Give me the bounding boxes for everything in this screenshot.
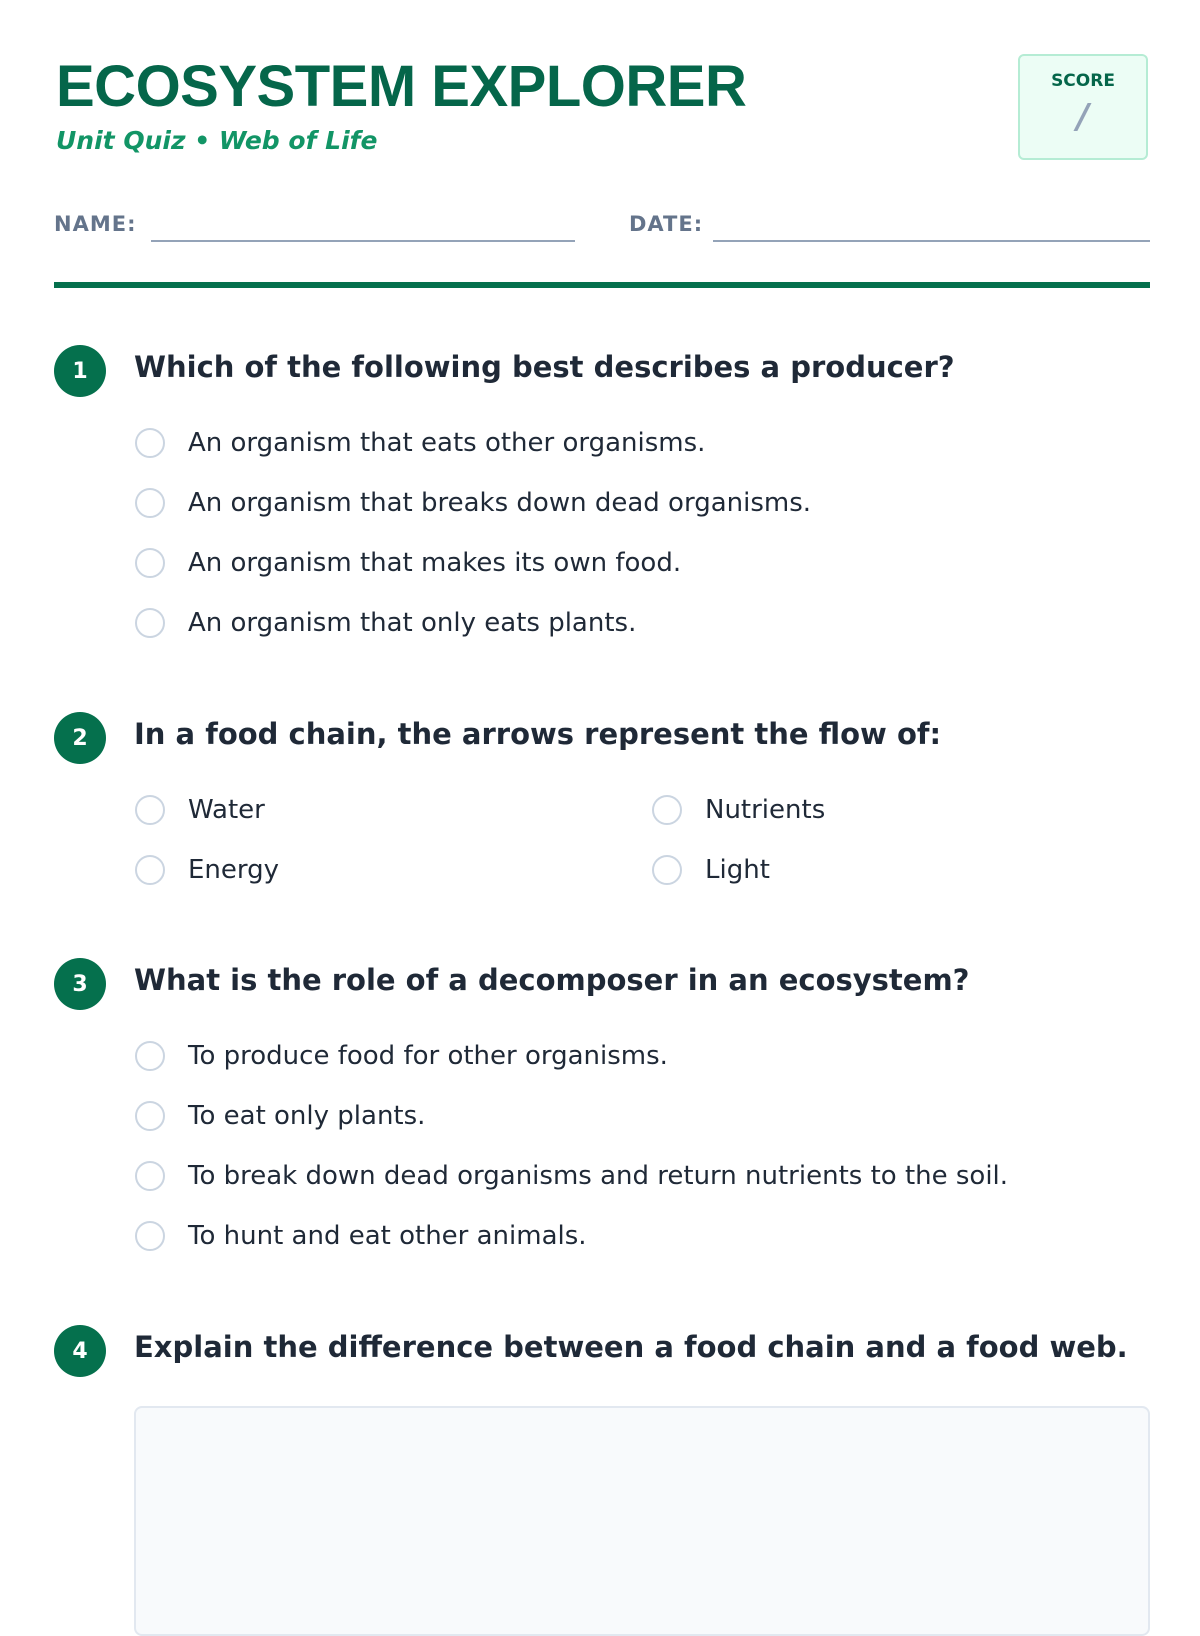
- question-3-option-b[interactable]: [135, 1096, 425, 1136]
- radio-button[interactable]: [652, 855, 682, 885]
- question-1-option-c[interactable]: [135, 543, 681, 583]
- header-divider: [54, 282, 1150, 288]
- option-label: An organism that breaks down dead organisms.: [188, 488, 812, 518]
- name-label: NAME:: [54, 212, 137, 236]
- option-label: To hunt and eat other animals.: [188, 1221, 587, 1251]
- date-field[interactable]: [713, 240, 1150, 242]
- radio-button[interactable]: [135, 428, 165, 458]
- name-field[interactable]: [151, 240, 575, 242]
- option-label: An organism that only eats plants.: [188, 608, 637, 638]
- radio-button[interactable]: [135, 855, 165, 885]
- radio-button[interactable]: [652, 795, 682, 825]
- option-label: An organism that eats other organisms.: [188, 428, 706, 458]
- radio-button[interactable]: [135, 1221, 165, 1251]
- option-label: Water: [188, 795, 265, 825]
- score-box: [1018, 54, 1148, 160]
- radio-button[interactable]: [135, 1101, 165, 1131]
- question-1-text: Which of the following best describes a producer?: [134, 350, 955, 384]
- question-4-answer-box[interactable]: [134, 1406, 1150, 1636]
- radio-button[interactable]: [135, 608, 165, 638]
- score-value: /: [1076, 97, 1090, 137]
- radio-button[interactable]: [135, 1041, 165, 1071]
- date-label: DATE:: [629, 212, 704, 236]
- quiz-subtitle: Unit Quiz • Web of Life: [56, 126, 378, 155]
- question-1-option-a[interactable]: [135, 423, 705, 463]
- question-2-number: 2: [54, 712, 106, 764]
- radio-button[interactable]: [135, 488, 165, 518]
- question-2-option-light[interactable]: [652, 850, 770, 890]
- question-3-option-a[interactable]: [135, 1036, 668, 1076]
- option-label: An organism that makes its own food.: [188, 548, 682, 578]
- question-3-option-c[interactable]: [135, 1156, 1008, 1196]
- question-1-option-d[interactable]: [135, 603, 636, 643]
- radio-button[interactable]: [135, 548, 165, 578]
- option-label: Nutrients: [705, 795, 826, 825]
- option-label: Energy: [188, 855, 280, 885]
- quiz-title: ECOSYSTEM EXPLORER: [56, 54, 747, 119]
- question-4-text: Explain the difference between a food chain and a food web.: [134, 1330, 1128, 1364]
- option-label: To eat only plants.: [188, 1101, 426, 1131]
- question-2-option-nutrients[interactable]: [652, 790, 825, 830]
- question-1-number: 1: [54, 345, 106, 397]
- option-label: To break down dead organisms and return nutrients to the soil.: [188, 1161, 1009, 1191]
- option-label: Light: [705, 855, 770, 885]
- question-1-option-b[interactable]: [135, 483, 811, 523]
- question-2-text: In a food chain, the arrows represent the flow of:: [134, 717, 942, 751]
- question-3-number: 3: [54, 958, 106, 1010]
- radio-button[interactable]: [135, 1161, 165, 1191]
- question-3-text: What is the role of a decomposer in an ecosystem?: [134, 963, 970, 997]
- score-label: SCORE: [1051, 71, 1115, 91]
- question-4-number: 4: [54, 1325, 106, 1377]
- question-2-option-energy[interactable]: [135, 850, 279, 890]
- question-3-option-d[interactable]: [135, 1216, 587, 1256]
- radio-button[interactable]: [135, 795, 165, 825]
- option-label: To produce food for other organisms.: [188, 1041, 668, 1071]
- question-2-option-water[interactable]: [135, 790, 265, 830]
